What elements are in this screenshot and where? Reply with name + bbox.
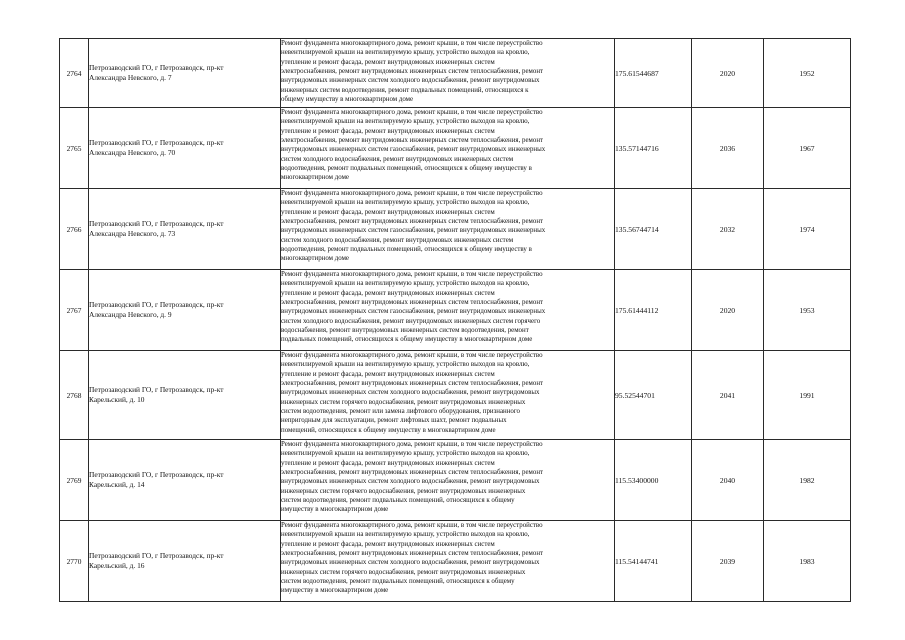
address-line: Александра Невского, д. 7 [89, 73, 172, 82]
works-line: имуществу в многоквартирном доме [281, 587, 389, 595]
works-line: систем водоотведения, ремонт подвальных помещений, относящихся к общему [281, 497, 515, 505]
row-number: 2766 [60, 189, 89, 270]
works-line: внутридомовых инженерных систем холодного водоснабжения, ремонт внутридомовых [281, 389, 540, 397]
cost-cell: 175.61544687 [615, 39, 692, 108]
table-row [60, 351, 851, 440]
works-line: систем водоотведения, ремонт подвальных помещений, относящихся к общему [281, 578, 515, 586]
works-line: утепление и ремонт фасада, ремонт внутридомовых инженерных систем [281, 58, 495, 66]
works-line: Ремонт фундамента многоквартирного дома, ремонт крыши, в том числе переустройство [281, 109, 543, 116]
works-line: систем водоотведения, ремонт или замена лифтового оборудования, признанного [281, 408, 520, 416]
works-line: инженерных систем горячего водоснабжения, ремонт внутридомовых инженерных [281, 487, 526, 495]
cost-cell: 115.53400000 [615, 440, 692, 521]
row-number: 2769 [60, 440, 89, 521]
works-line: водоснабжения, ремонт внутридомовых инженерных систем водоотведения, ремонт [281, 327, 529, 335]
works-line: невентилируемой крыши на вентилируемую крышу, устройство выходов на кровлю, [281, 49, 530, 57]
works-cell [281, 108, 615, 189]
works-line: Ремонт фундамента многоквартирного дома, ремонт крыши, в том числе переустройство [281, 40, 543, 47]
address-line: Александра Невского, д. 9 [89, 310, 172, 319]
works-line: утепление и ремонт фасада, ремонт внутридомовых инженерных систем [281, 208, 495, 216]
works-line: утепление и ремонт фасада, ремонт внутридомовых инженерных систем [281, 370, 495, 378]
address-cell [89, 108, 281, 189]
address-cell [89, 270, 281, 351]
build-year-cell: 1982 [764, 440, 851, 521]
build-year-cell: 1983 [764, 521, 851, 602]
works-cell [281, 351, 615, 440]
address-cell [89, 521, 281, 602]
address-line: Петрозаводский ГО, г Петрозаводск, пр-кт [89, 219, 224, 228]
row-number: 2764 [60, 39, 89, 108]
table-body [60, 39, 851, 602]
works-line: водоотведения, ремонт подвальных помещений, относящихся к общему имуществу в [281, 246, 532, 254]
cost-cell: 95.52544701 [615, 351, 692, 440]
cost-cell: 175.61444112 [615, 270, 692, 351]
address-line: Карельский, д. 10 [89, 395, 145, 404]
address-line: Петрозаводский ГО, г Петрозаводск, пр-кт [89, 385, 224, 394]
row-number: 2765 [60, 108, 89, 189]
works-line: утепление и ремонт фасада, ремонт внутридомовых инженерных систем [281, 289, 495, 297]
address-line: Петрозаводский ГО, г Петрозаводск, пр-кт [89, 63, 224, 72]
works-line: внутридомовых инженерных систем газоснабжения, ремонт внутридомовых инженерных [281, 308, 546, 316]
build-year-cell: 1974 [764, 189, 851, 270]
works-line: непригодным для эксплуатации, ремонт лифтовых шахт, ремонт подвальных [281, 417, 507, 425]
cost-cell: 135.56744714 [615, 189, 692, 270]
works-line: инженерных систем водоотведения, ремонт подвальных помещений, относящихся к [281, 86, 529, 94]
works-cell [281, 440, 615, 521]
address-line: Александра Невского, д. 70 [89, 148, 176, 157]
build-year-cell: 1967 [764, 108, 851, 189]
works-line: невентилируемой крыши на вентилируемую крышу, устройство выходов на кровлю, [281, 118, 530, 126]
address-line: Петрозаводский ГО, г Петрозаводск, пр-кт [89, 138, 224, 147]
works-line: подвальных помещений, относящихся к общему имуществу в многоквартирном доме [281, 336, 533, 344]
plan-year-cell: 2039 [692, 521, 764, 602]
plan-year-cell: 2020 [692, 270, 764, 351]
table-row [60, 440, 851, 521]
works-line: внутридомовых инженерных систем холодного водоснабжения, ремонт внутридомовых [281, 77, 540, 85]
row-number: 2770 [60, 521, 89, 602]
address-cell [89, 189, 281, 270]
works-line: инженерных систем горячего водоснабжения, ремонт внутридомовых инженерных [281, 568, 526, 576]
address-cell [89, 351, 281, 440]
works-line: Ремонт фундамента многоквартирного дома, ремонт крыши, в том числе переустройство [281, 441, 543, 448]
works-line: невентилируемой крыши на вентилируемую крышу, устройство выходов на кровлю, [281, 450, 530, 458]
works-line: многоквартирном доме [281, 255, 349, 263]
works-line: внутридомовых инженерных систем холодного водоснабжения, ремонт внутридомовых [281, 559, 540, 567]
works-line: инженерных систем горячего водоснабжения, ремонт внутридомовых инженерных [281, 398, 526, 406]
works-line: систем холодного водоснабжения, ремонт внутридомовых инженерных систем горячего [281, 317, 541, 325]
works-line: общему имуществу в многоквартирном доме [281, 96, 414, 104]
plan-year-cell: 2040 [692, 440, 764, 521]
works-line: электроснабжения, ремонт внутридомовых инженерных систем теплоснабжения, ремонт [281, 550, 544, 558]
works-line: имуществу в многоквартирном доме [281, 506, 389, 514]
works-line: невентилируемой крыши на вентилируемую крышу, устройство выходов на кровлю, [281, 280, 530, 288]
works-line: внутридомовых инженерных систем газоснабжения, ремонт внутридомовых инженерных [281, 146, 546, 154]
plan-year-cell: 2041 [692, 351, 764, 440]
address-line: Петрозаводский ГО, г Петрозаводск, пр-кт [89, 300, 224, 309]
works-line: невентилируемой крыши на вентилируемую крышу, устройство выходов на кровлю, [281, 199, 530, 207]
works-line: помещений, относящихся к общему имуществу в многоквартирном доме [281, 426, 496, 434]
works-line: утепление и ремонт фасада, ремонт внутридомовых инженерных систем [281, 459, 495, 467]
works-cell [281, 39, 615, 108]
table-row [60, 521, 851, 602]
works-line: Ремонт фундамента многоквартирного дома, ремонт крыши, в том числе переустройство [281, 190, 543, 197]
works-line: утепление и ремонт фасада, ремонт внутридомовых инженерных систем [281, 127, 495, 135]
works-line: Ремонт фундамента многоквартирного дома, ремонт крыши, в том числе переустройство [281, 352, 543, 359]
address-line: Карельский, д. 14 [89, 480, 145, 489]
works-line: электроснабжения, ремонт внутридомовых инженерных систем теплоснабжения, ремонт [281, 68, 544, 76]
table-row [60, 39, 851, 108]
plan-year-cell: 2032 [692, 189, 764, 270]
address-line: Петрозаводский ГО, г Петрозаводск, пр-кт [89, 470, 224, 479]
works-line: многоквартирном доме [281, 174, 349, 182]
works-line: утепление и ремонт фасада, ремонт внутридомовых инженерных систем [281, 540, 495, 548]
works-line: электроснабжения, ремонт внутридомовых инженерных систем теплоснабжения, ремонт [281, 380, 544, 388]
table-row [60, 270, 851, 351]
works-cell [281, 521, 615, 602]
row-number: 2767 [60, 270, 89, 351]
works-line: невентилируемой крыши на вентилируемую крышу, устройство выходов на кровлю, [281, 531, 530, 539]
works-line: электроснабжения, ремонт внутридомовых инженерных систем теплоснабжения, ремонт [281, 218, 544, 226]
works-line: Ремонт фундамента многоквартирного дома, ремонт крыши, в том числе переустройство [281, 271, 543, 278]
works-line: внутридомовых инженерных систем холодного водоснабжения, ремонт внутридомовых [281, 478, 540, 486]
works-cell [281, 270, 615, 351]
address-line: Карельский, д. 16 [89, 561, 145, 570]
build-year-cell: 1952 [764, 39, 851, 108]
repair-schedule-table [59, 38, 851, 602]
row-number: 2768 [60, 351, 89, 440]
works-line: Ремонт фундамента многоквартирного дома, ремонт крыши, в том числе переустройство [281, 522, 543, 529]
works-line: систем холодного водоснабжения, ремонт внутридомовых инженерных систем [281, 236, 514, 244]
works-line: электроснабжения, ремонт внутридомовых инженерных систем теплоснабжения, ремонт [281, 469, 544, 477]
table-row [60, 189, 851, 270]
table-row [60, 108, 851, 189]
address-line: Петрозаводский ГО, г Петрозаводск, пр-кт [89, 551, 224, 560]
works-line: невентилируемой крыши на вентилируемую крышу, устройство выходов на кровлю, [281, 361, 530, 369]
address-cell [89, 39, 281, 108]
build-year-cell: 1953 [764, 270, 851, 351]
plan-year-cell: 2036 [692, 108, 764, 189]
cost-cell: 135.57144716 [615, 108, 692, 189]
works-cell [281, 189, 615, 270]
works-line: электроснабжения, ремонт внутридомовых инженерных систем теплоснабжения, ремонт [281, 137, 544, 145]
works-line: электроснабжения, ремонт внутридомовых инженерных систем теплоснабжения, ремонт [281, 299, 544, 307]
address-line: Александра Невского, д. 73 [89, 229, 176, 238]
address-cell [89, 440, 281, 521]
works-line: внутридомовых инженерных систем газоснабжения, ремонт внутридомовых инженерных [281, 227, 546, 235]
plan-year-cell: 2020 [692, 39, 764, 108]
cost-cell: 115.54144741 [615, 521, 692, 602]
works-line: систем холодного водоснабжения, ремонт внутридомовых инженерных систем [281, 155, 514, 163]
build-year-cell: 1991 [764, 351, 851, 440]
works-line: водоотведения, ремонт подвальных помещений, относящихся к общему имуществу в [281, 165, 532, 173]
